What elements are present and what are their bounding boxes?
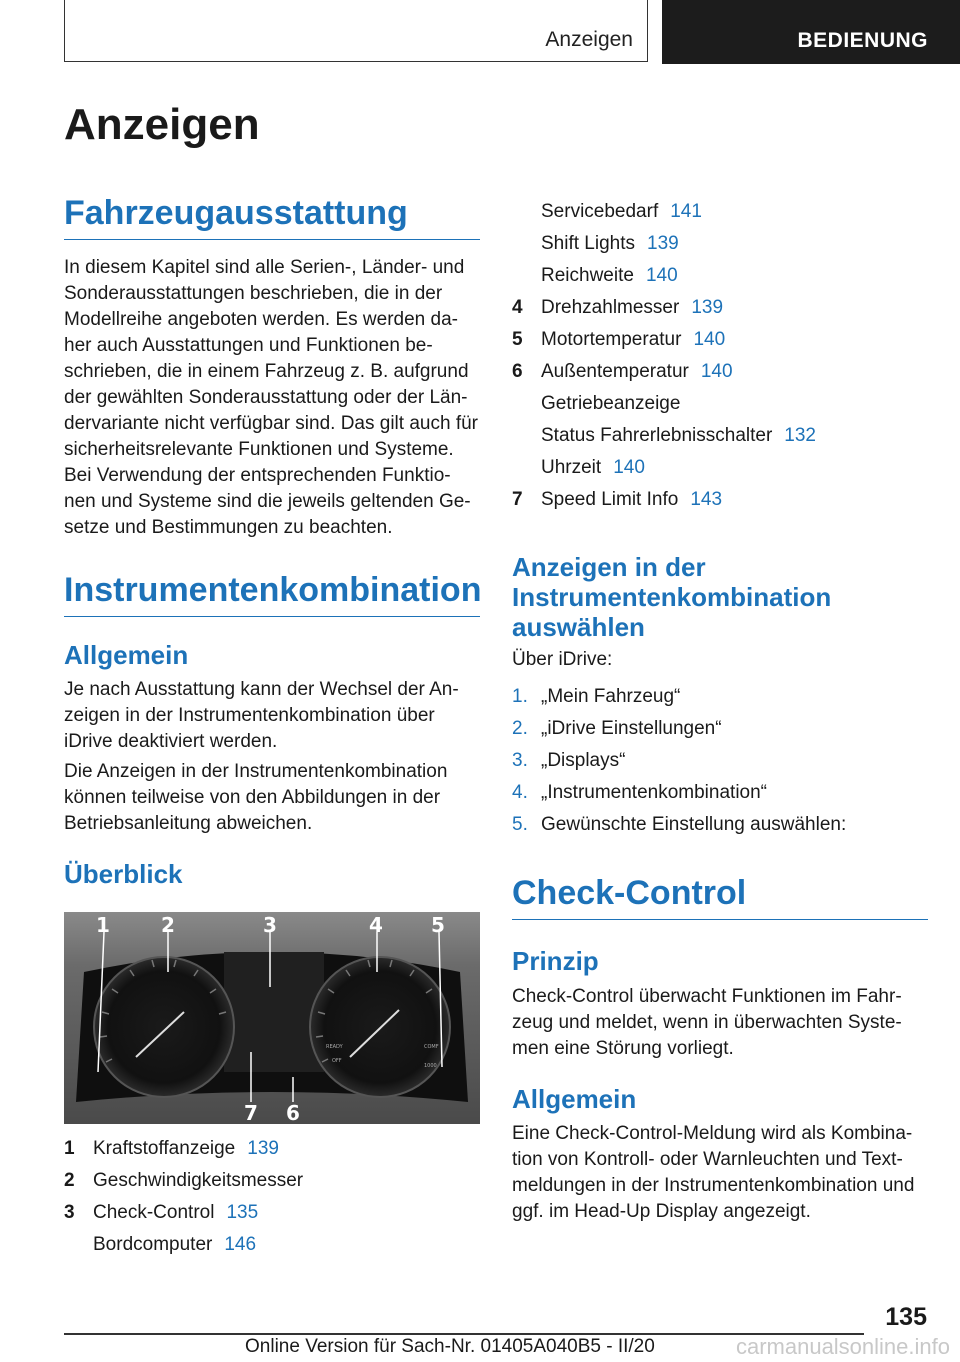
text-line: Eine Check-Control-Meldung wird als Kombina- (512, 1123, 913, 1144)
page-reference-link[interactable]: 139 (691, 297, 724, 318)
step-item (512, 748, 928, 778)
step-item (512, 716, 928, 746)
list-item (512, 423, 928, 453)
text-line: zeigen in der Instrumentenkombination über (64, 705, 435, 726)
list-item (512, 263, 928, 293)
text-line: Modellreihe angeboten werden. Es werden da- (64, 309, 458, 330)
heading-allgemein: Allgemein (64, 640, 189, 670)
callout-5: 5 (431, 913, 445, 937)
text-line: schrieben, die in einem Fahrzeug z. B. aufgrund (64, 361, 469, 382)
list-item-number: 4 (512, 297, 523, 318)
comfort-label: COMF (424, 1044, 439, 1050)
page-reference-link[interactable]: 143 (690, 489, 723, 510)
step-number: 1. (512, 686, 528, 707)
footer-online-version: Online Version für Sach-Nr. 01405A040B5 - II/20 (245, 1336, 655, 1357)
list-item-number: 1 (64, 1138, 75, 1159)
paragraph-allgemein-1 (64, 677, 480, 755)
step-text: „iDrive Einstellungen“ (541, 718, 722, 739)
list-item-text: Speed Limit Info (541, 489, 679, 510)
text-line: setze und Bestimmungen zu beachten. (64, 517, 393, 538)
list-item (512, 487, 928, 517)
list-item-text: Geschwindigkeitsmesser (93, 1170, 304, 1191)
list-item-number: 7 (512, 489, 523, 510)
list-item-number: 5 (512, 329, 523, 350)
callout-4: 4 (369, 913, 383, 937)
paragraph-allgemein-check-control (512, 1121, 928, 1225)
text-line: Sonderausstattungen beschrieben, die in der (64, 283, 443, 304)
step-item (512, 812, 928, 842)
list-item (512, 295, 928, 325)
list-item (64, 1168, 480, 1198)
heading-check-control: Check-Control (512, 874, 928, 920)
text-line: Die Anzeigen in der Instrumentenkombination (64, 761, 448, 782)
text-line: Betriebsanleitung abweichen. (64, 813, 313, 834)
step-text: „Mein Fahrzeug“ (541, 686, 681, 707)
page-reference-link[interactable]: 139 (647, 233, 679, 254)
list-item (64, 1200, 480, 1230)
paragraph-allgemein-2 (64, 759, 480, 837)
page-reference-link[interactable]: 140 (700, 361, 733, 382)
list-item-number: 6 (512, 361, 523, 382)
heading-instrumentenkombination: Instrumentenkombination (64, 571, 480, 617)
list-item-text: Getriebeanzeige (541, 393, 681, 414)
text-line: meldungen in der Instrumentenkombination und (512, 1175, 915, 1196)
text-line: können teilweise von den Abbildungen in der (64, 787, 441, 808)
text-line: nen und Systeme sind die jeweils geltenden Ge- (64, 491, 471, 512)
heading-line: Instrumentenkombination (512, 582, 832, 612)
text-line: tion von Kontroll- oder Warnleuchten und Text- (512, 1149, 903, 1170)
callout-6: 6 (286, 1101, 300, 1124)
heading-fahrzeugausstattung: Fahrzeugausstattung (64, 194, 480, 240)
header-chapter-tab (662, 0, 960, 64)
header-section-box (64, 0, 648, 62)
text-line: der gewählten Sonderausstattung oder der Län- (64, 387, 468, 408)
heading-allgemein-check-control: Allgemein (512, 1084, 637, 1114)
list-item-text: Bordcomputer (93, 1234, 213, 1255)
page-reference-link[interactable]: 146 (224, 1234, 257, 1255)
step-item (512, 684, 928, 714)
list-item-text: Kraftstoffanzeige (93, 1138, 236, 1159)
callout-3: 3 (263, 913, 277, 937)
list-item-number: 3 (64, 1202, 75, 1223)
text-line: ggf. im Head-Up Display angezeigt. (512, 1201, 811, 1222)
step-number: 3. (512, 750, 528, 771)
instrument-cluster-figure (64, 912, 480, 1124)
list-item (512, 359, 928, 389)
heading-line: Anzeigen in der (512, 552, 706, 582)
list-item-text: Drehzahlmesser (541, 297, 680, 318)
step-number: 2. (512, 718, 528, 739)
text-line: zeug und meldet, wenn in überwachten Syste- (512, 1012, 902, 1033)
list-item-text: Uhrzeit (541, 457, 602, 478)
heading-anzeigen-auswaehlen (512, 552, 831, 642)
page-reference-link[interactable]: 141 (670, 201, 702, 222)
list-item-text: Check-Control (93, 1202, 215, 1223)
list-item-text: Servicebedarf (541, 201, 659, 222)
page-reference-link[interactable]: 140 (693, 329, 726, 350)
heading-prinzip: Prinzip (512, 946, 599, 976)
callout-7: 7 (244, 1101, 258, 1124)
page-reference-link[interactable]: 139 (247, 1138, 279, 1159)
page-reference-link[interactable]: 140 (645, 265, 678, 286)
list-item-text: Außentemperatur (541, 361, 689, 382)
list-item-text: Reichweite (541, 265, 634, 286)
page-reference-link[interactable]: 140 (613, 457, 645, 478)
step-number: 5. (512, 814, 528, 835)
text-line: Je nach Ausstattung kann der Wechsel der An- (64, 679, 459, 700)
page-reference-link[interactable]: 135 (226, 1202, 259, 1223)
list-item (512, 199, 928, 229)
watermark-logo: carmanualsonline.info (735, 1334, 950, 1359)
list-item-text: Shift Lights (541, 233, 635, 254)
header-section-title: Anzeigen (545, 28, 633, 51)
list-item-text: Motortemperatur (541, 329, 682, 350)
callout-2: 2 (161, 913, 175, 937)
page-title: Anzeigen (64, 100, 260, 149)
text-line: iDrive deaktiviert werden. (64, 731, 278, 752)
list-item (64, 1136, 480, 1166)
heading-ueberblick: Überblick (64, 859, 183, 889)
text-line: her auch Ausstattungen und Funktionen be- (64, 335, 433, 356)
text-line: In diesem Kapitel sind alle Serien-, Länder- und (64, 257, 465, 278)
step-item (512, 780, 928, 810)
page-reference-link[interactable]: 132 (784, 425, 816, 446)
step-text: Gewünschte Einstellung auswählen: (541, 814, 847, 835)
center-display (224, 952, 324, 1072)
list-item (512, 231, 928, 261)
list-item-text: Status Fahrerlebnisschalter (541, 425, 773, 446)
step-text: „Displays“ (541, 750, 626, 771)
list-item (512, 455, 928, 485)
text-line: Bei Verwendung der entsprechenden Funktio- (64, 465, 451, 486)
text-line: dervariante nicht verfügbar sind. Das gilt auch für (64, 413, 478, 434)
heading-line: auswählen (512, 612, 645, 642)
paragraph-prinzip (512, 984, 928, 1062)
ready-label: READY (326, 1044, 343, 1050)
callout-1: 1 (96, 913, 110, 937)
speedometer-dial (94, 957, 234, 1097)
off-label: OFF (332, 1058, 342, 1064)
list-item (512, 327, 928, 357)
page-number: 135 (885, 1303, 927, 1331)
list-item-number: 2 (64, 1170, 75, 1191)
text-line: men eine Störung vorliegt. (512, 1038, 734, 1059)
step-number: 4. (512, 782, 528, 803)
header-chapter-label: BEDIENUNG (797, 29, 928, 52)
range-label: 1000 (424, 1063, 437, 1069)
list-item (64, 1232, 480, 1262)
paragraph-fahrzeugausstattung (64, 255, 480, 541)
ueber-idrive-text: Über iDrive: (512, 649, 613, 670)
text-line: sicherheitsrelevante Funktionen und Systeme. (64, 439, 454, 460)
step-text: „Instrumentenkombination“ (541, 782, 767, 803)
text-line: Check-Control überwacht Funktionen im Fahr- (512, 986, 902, 1007)
list-item (512, 391, 928, 421)
